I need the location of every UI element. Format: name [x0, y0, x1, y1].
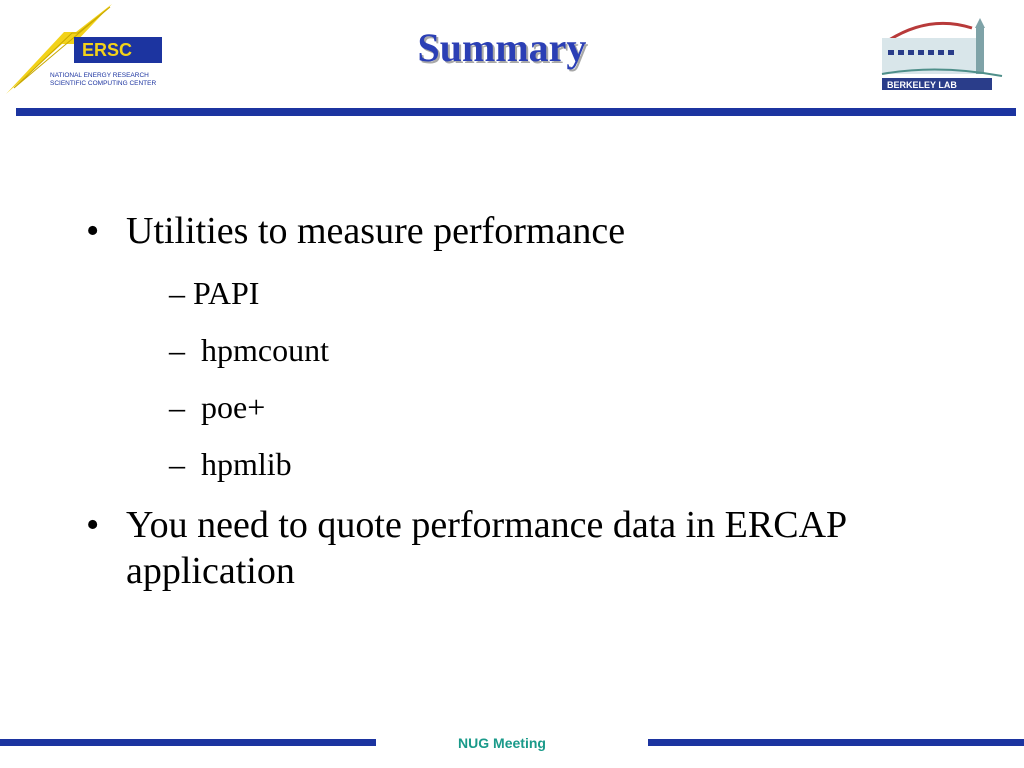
bullet-item — [86, 208, 986, 254]
bullet-item — [86, 502, 986, 594]
sub-item: – PAPI — [169, 275, 260, 311]
sub-item: – hpmlib — [169, 446, 292, 482]
footer-divider-right — [648, 739, 1024, 746]
sub-item: – hpmcount — [169, 332, 329, 368]
berkeley-lab-logo-word: BERKELEY LAB — [887, 80, 957, 90]
berkeley-lab-logo — [878, 14, 1008, 94]
slide-content — [86, 208, 986, 594]
bullet-text: You need to quote performance data in ERCAP application — [126, 504, 846, 592]
bullet-text: Utilities to measure performance — [126, 210, 626, 252]
page-title: Summary — [417, 25, 587, 70]
sub-item: – poe+ — [169, 389, 266, 425]
nersc-logo-line1: NATIONAL ENERGY RESEARCH — [50, 72, 149, 79]
nersc-logo-line2: SCIENTIFIC COMPUTING CENTER — [50, 80, 157, 87]
footer-label: NUG Meeting — [458, 735, 546, 751]
footer-divider-left — [0, 739, 376, 746]
bullet-dot: • — [86, 210, 100, 252]
top-divider — [16, 108, 1016, 116]
nersc-logo-word: ERSC — [82, 40, 133, 60]
bullet-dot: • — [86, 504, 100, 546]
